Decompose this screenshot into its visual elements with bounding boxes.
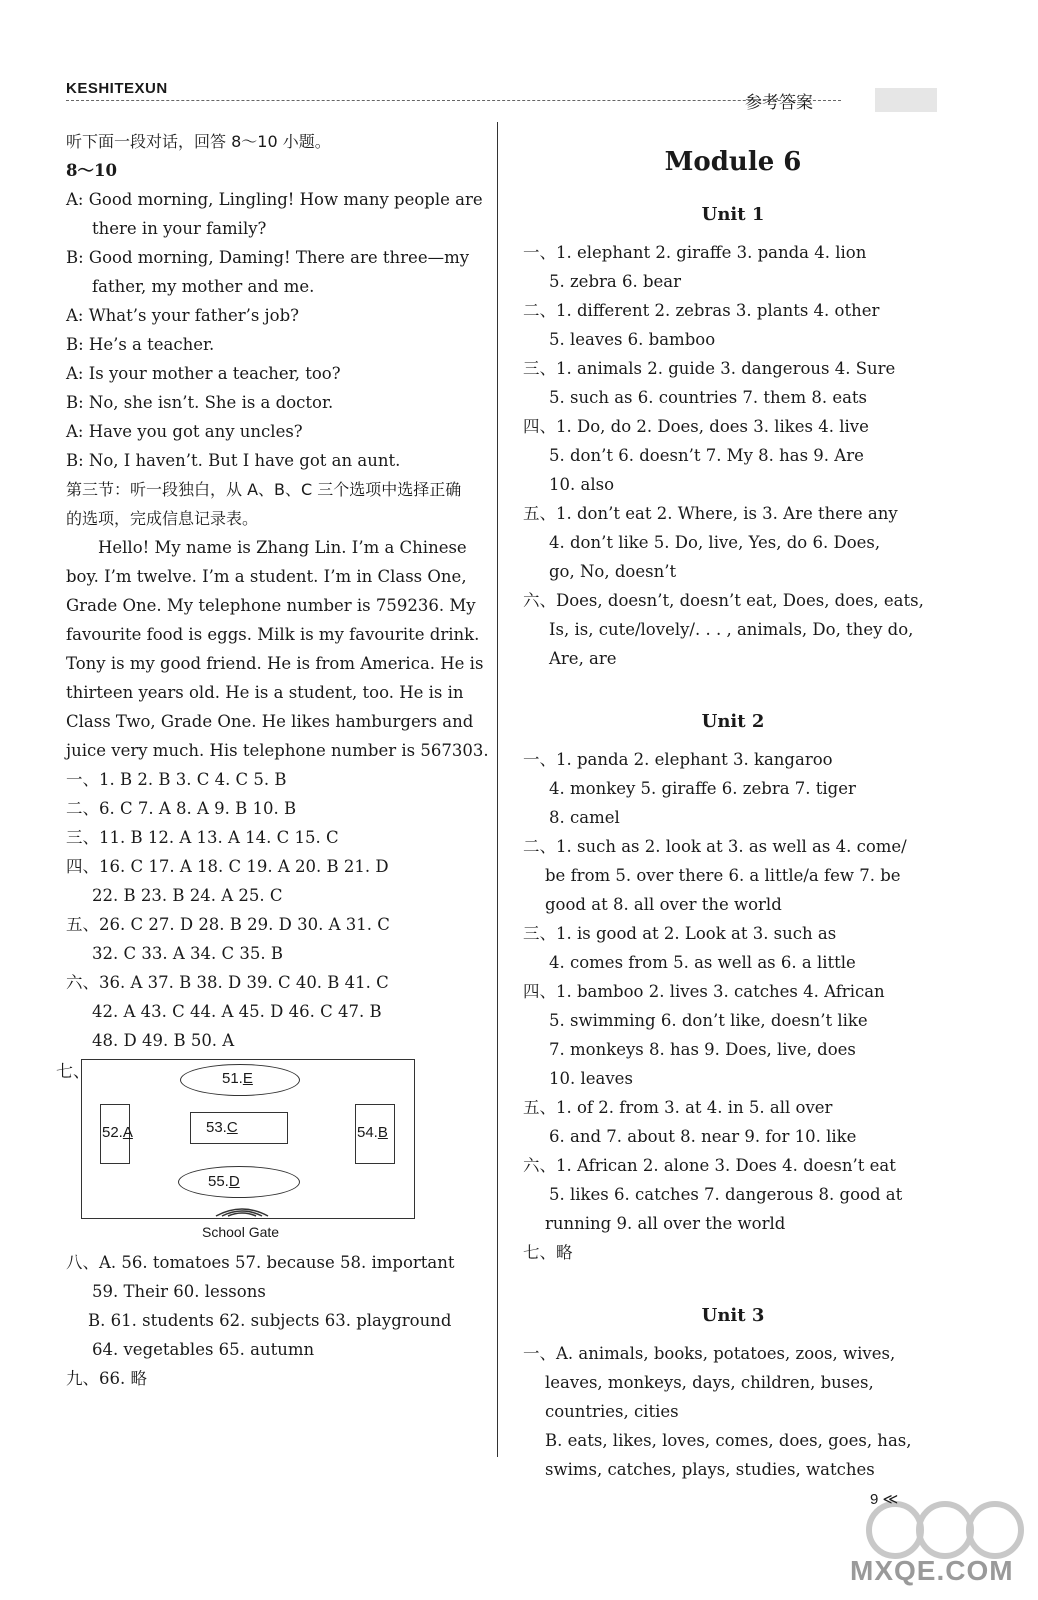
answer-line: Is, is, cute/lovely/. . . , animals, Do, they do,: [549, 620, 914, 639]
answer-line: 六、Does, doesn’t, doesn’t eat, Does, does, eats,: [523, 591, 924, 610]
answer-line: 二、1. such as 2. look at 3. as well as 4. come/: [523, 837, 907, 856]
label-55: 55.D: [208, 1173, 240, 1190]
answer-line: countries, cities: [545, 1402, 679, 1421]
dialogue-line: A: Good morning, Lingling! How many people are: [66, 190, 483, 209]
header-brand: KESHITEXUN: [66, 80, 168, 97]
answer-line: 五、1. don’t eat 2. Where, is 3. Are there any: [523, 504, 898, 523]
answer-line: 8. camel: [549, 808, 620, 827]
left-column: [56, 127, 489, 1393]
monologue: [66, 533, 489, 765]
monologue-line: Hello! My name is Zhang Lin. I’m a Chinese: [98, 538, 467, 557]
label-53: 53.C: [206, 1119, 238, 1136]
module-title: Module 6: [664, 147, 802, 177]
answer-line: 六、1. African 2. alone 3. Does 4. doesn’t eat: [523, 1156, 896, 1175]
answer-line: 59. Their 60. lessons: [92, 1282, 266, 1301]
dialogue: [66, 185, 481, 475]
answer-line: 4. don’t like 5. Do, live, Yes, do 6. Does,: [549, 533, 881, 552]
unit3-answers: [523, 1339, 943, 1484]
answer-line: 42. A 43. C 44. A 45. D 46. C 47. B: [92, 1002, 382, 1021]
monologue-line: boy. I’m twelve. I’m a student. I’m in Class One,: [66, 567, 467, 586]
answer-line: go, No, doesn’t: [549, 562, 677, 581]
watermark-text: MXQE.COM: [850, 1555, 1014, 1586]
map-diagram: [56, 1057, 481, 1262]
school-map: [81, 1059, 415, 1240]
monologue-line: favourite food is eggs. Milk is my favourite drink.: [66, 625, 480, 644]
answer-line: 4. monkey 5. giraffe 6. zebra 7. tiger: [549, 779, 856, 798]
page-number: 9 ≪: [870, 1491, 899, 1508]
answer-line: 四、1. bamboo 2. lives 3. catches 4. African: [523, 982, 885, 1001]
section9: 九、66. 略: [66, 1369, 147, 1388]
dialogue-line: B: No, she isn’t. She is a doctor.: [66, 393, 334, 412]
answer-line: 五、26. C 27. D 28. B 29. D 30. A 31. C: [66, 915, 390, 934]
dialogue-line: A: Is your mother a teacher, too?: [66, 364, 341, 383]
section3-instruction: 第三节：听一段独白，从 A、B、C 三个选项中选择正确的选项，完成信息记录表。: [66, 480, 462, 528]
answer-line: 八、A. 56. tomatoes 57. because 58. important: [66, 1253, 455, 1272]
answer-line: 三、11. B 12. A 13. A 14. C 15. C: [66, 828, 339, 847]
answer-line: 64. vegetables 65. autumn: [92, 1340, 315, 1359]
answer-line: swims, catches, plays, studies, watches: [545, 1460, 875, 1479]
answer-line: 四、1. Do, do 2. Does, does 3. likes 4. live: [523, 417, 869, 436]
answer-line: 五、1. of 2. from 3. at 4. in 5. all over: [523, 1098, 833, 1117]
dialogue-line: B: He’s a teacher.: [66, 335, 215, 354]
unit1-title: Unit 1: [701, 204, 765, 225]
label-51: 51.E: [222, 1070, 253, 1087]
unit1-answers: [523, 238, 943, 673]
unit2-title: Unit 2: [701, 711, 765, 732]
answer-line: 一、1. panda 2. elephant 3. kangaroo: [523, 750, 833, 769]
answer-line: 5. swimming 6. don’t like, doesn’t like: [549, 1011, 868, 1030]
right-column: [523, 142, 943, 1484]
section7-label: 七、: [56, 1062, 90, 1082]
answer-line: 10. leaves: [549, 1069, 633, 1088]
monologue-line: Class Two, Grade One. He likes hamburgers and: [66, 712, 474, 731]
answer-line: 5. don’t 6. doesn’t 7. My 8. has 9. Are: [549, 446, 864, 465]
location-53: [190, 1112, 288, 1144]
answer-list: [66, 765, 481, 1055]
answer-line: 三、1. animals 2. guide 3. dangerous 4. Sure: [523, 359, 896, 378]
answer-line: 10. also: [549, 475, 615, 494]
answer-line: 4. comes from 5. as well as 6. a little: [549, 953, 856, 972]
answer-line: 二、1. different 2. zebras 3. plants 4. other: [523, 301, 880, 320]
answer-line: 32. C 33. A 34. C 35. B: [92, 944, 283, 963]
answer-line: 六、36. A 37. B 38. D 39. C 40. B 41. C: [66, 973, 389, 992]
answer-line: 5. zebra 6. bear: [549, 272, 682, 291]
answer-line: 6. and 7. about 8. near 9. for 10. like: [549, 1127, 857, 1146]
unit3-title: Unit 3: [701, 1305, 765, 1326]
answer-line: 22. B 23. B 24. A 25. C: [92, 886, 283, 905]
instruction: 听下面一段对话，回答 8～10 小题。: [66, 132, 331, 151]
gate-icon: [212, 1204, 272, 1220]
monologue-line: Grade One. My telephone number is 759236. My: [66, 596, 476, 615]
dialogue-line: A: What’s your father’s job?: [66, 306, 300, 325]
header-title: 参考答案: [745, 93, 813, 113]
section8: [66, 1248, 481, 1364]
answer-line: 一、A. animals, books, potatoes, zoos, wives,: [523, 1344, 896, 1363]
dialogue-line: there in your family?: [92, 219, 267, 238]
dialogue-line: B: No, I haven’t. But I have got an aunt.: [66, 451, 401, 470]
dialogue-line: B: Good morning, Daming! There are three—my: [66, 248, 470, 267]
answer-line: 四、16. C 17. A 18. C 19. A 20. B 21. D: [66, 857, 389, 876]
gate-label: School Gate: [202, 1224, 280, 1240]
answer-line: 5. such as 6. countries 7. them 8. eats: [549, 388, 868, 407]
answer-line: Are, are: [549, 649, 617, 668]
answer-line: good at 8. all over the world: [545, 895, 782, 914]
monologue-line: juice very much. His telephone number is 567303.: [66, 741, 489, 760]
dialogue-line: father, my mother and me.: [92, 277, 315, 296]
answer-line: 一、1. elephant 2. giraffe 3. panda 4. lion: [523, 243, 867, 262]
answer-line: B. eats, likes, loves, comes, does, goes, has,: [545, 1431, 912, 1450]
column-divider: [497, 122, 498, 1457]
answer-line: leaves, monkeys, days, children, buses,: [545, 1373, 874, 1392]
answer-line: 5. likes 6. catches 7. dangerous 8. good at: [549, 1185, 903, 1204]
answer-line: 7. monkeys 8. has 9. Does, live, does: [549, 1040, 856, 1059]
monologue-line: Tony is my good friend. He is from America. He is: [66, 654, 484, 673]
answer-line: 一、1. B 2. B 3. C 4. C 5. B: [66, 770, 287, 789]
answer-line: 三、1. is good at 2. Look at 3. such as: [523, 924, 837, 943]
unit2-answers: [523, 745, 943, 1267]
answer-line: running 9. all over the world: [545, 1214, 786, 1233]
label-54: 54.B: [357, 1124, 388, 1141]
answer-line: 二、6. C 7. A 8. A 9. B 10. B: [66, 799, 297, 818]
header-rule: [66, 100, 841, 101]
dialogue-line: A: Have you got any uncles?: [66, 422, 303, 441]
answer-line: 七、略: [523, 1243, 573, 1262]
label-52: 52.A: [102, 1124, 133, 1141]
answer-line: B. 61. students 62. subjects 63. playground: [88, 1311, 452, 1330]
monologue-line: thirteen years old. He is a student, too. He is in: [66, 683, 464, 702]
answer-line: be from 5. over there 6. a little/a few 7. be: [545, 866, 901, 885]
answer-line: 48. D 49. B 50. A: [92, 1031, 235, 1050]
answer-line: 5. leaves 6. bamboo: [549, 330, 716, 349]
question-range: 8～10: [66, 161, 117, 180]
header-tab: [875, 88, 937, 112]
